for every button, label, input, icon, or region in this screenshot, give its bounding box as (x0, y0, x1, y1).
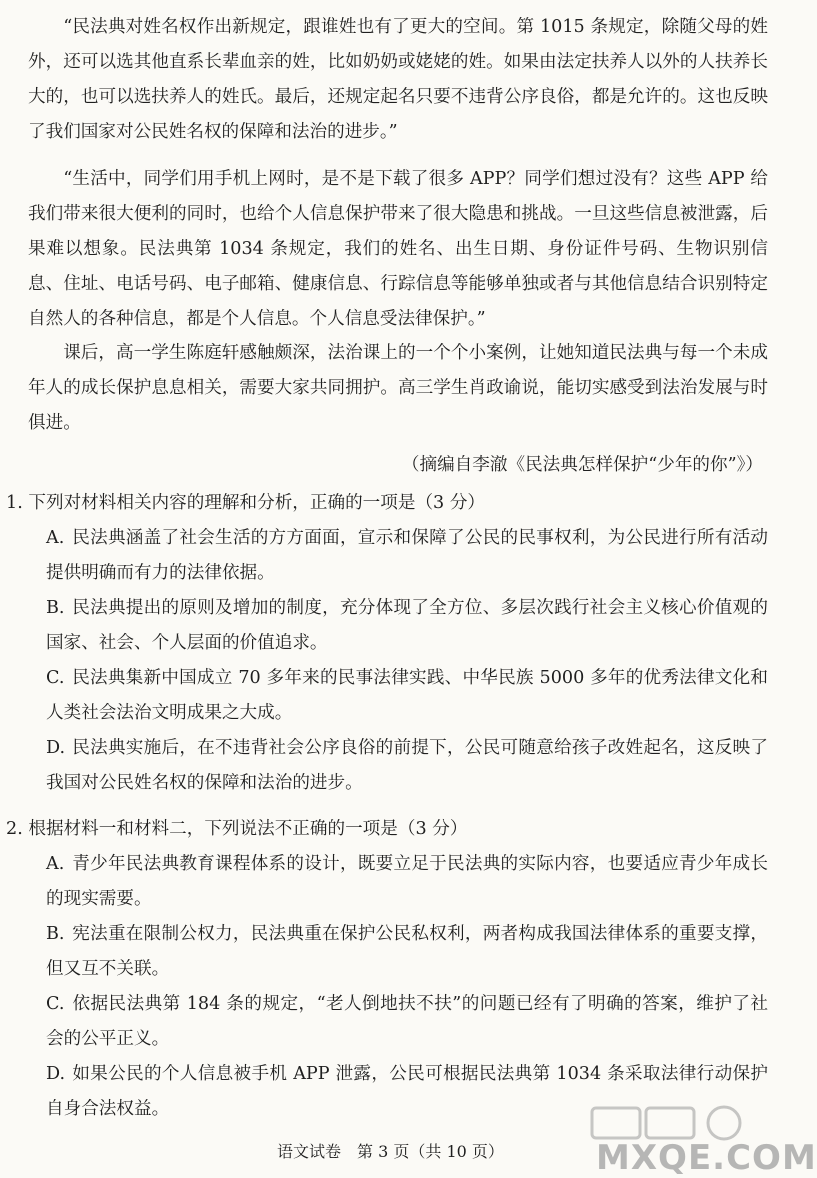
page-footer: 语文试卷 第 3 页（共 10 页） (277, 1142, 504, 1161)
option-letter: D. (46, 1064, 66, 1084)
option-text: 如果公民的个人信息被手机 APP 泄露，公民可根据民法典第 1034 条采取法律行动保护自身合法权益。 (46, 1064, 768, 1119)
option-text: 民法典实施后，在不违背社会公序良俗的前提下，公民可随意给孩子改姓起名，这反映了我国对公民姓名权的保障和法治的进步。 (46, 738, 768, 793)
question-1-stem: 1. 下列对材料相关内容的理解和分析，正确的一项是（3 分） (6, 493, 486, 513)
option-text: 青少年民法典教育课程体系的设计，既要立足于民法典的实际内容，也要适应青少年成长的现实需要。 (46, 854, 768, 909)
option-letter: D. (46, 738, 66, 758)
question-2-option-b (46, 917, 768, 987)
option-letter: C. (46, 994, 65, 1014)
question-1-option-d (46, 731, 768, 801)
option-letter: B. (46, 598, 65, 618)
passage-paragraph-2: “生活中，同学们用手机上网时，是不是下载了很多 APP？同学们想过没有？这些 APP 给我们带来很大便利的同时，也给个人信息保护带来了很大隐患和挑战。一旦这些信息被泄露，后果难以想象。民法典第 1034 条规定，我们的姓名、出生日期、身份证件号码、生物识别信息、住址、电话号码、电子邮箱、健康信息、行踪信息等能够单独或者与其他信息结合识别特定自然人的各种信息，都是个人信息。个人信息受法律保护。” (28, 169, 768, 329)
option-text: 依据民法典第 184 条的规定，“老人倒地扶不扶”的问题已经有了明确的答案，维护了社会的公平正义。 (46, 994, 768, 1049)
passage-source: （摘编自李澈《民法典怎样保护“少年的你”》） (401, 455, 763, 475)
question-2-option-c (46, 987, 768, 1057)
option-text: 民法典涵盖了社会生活的方方面面，宣示和保障了公民的民事权利，为公民进行所有活动提供明确而有力的法律依据。 (46, 528, 768, 583)
option-letter: A. (46, 854, 65, 874)
option-text: 民法典集新中国成立 70 多年来的民事法律实践、中华民族 5000 多年的优秀法律文化和人类社会法治文明成果之大成。 (46, 668, 768, 723)
question-1-option-b (46, 591, 768, 661)
passage-paragraph-3: 课后，高一学生陈庭轩感触颇深，法治课上的一个个小案例，让她知道民法典与每一个未成年人的成长保护息息相关，需要大家共同拥护。高三学生肖政谕说，能切实感受到法治发展与时俱进。 (28, 343, 768, 433)
question-2-stem: 2. 根据材料一和材料二，下列说法不正确的一项是（3 分） (6, 819, 468, 839)
question-1-option-c (46, 661, 768, 731)
question-2-option-a (46, 847, 768, 917)
option-letter: B. (46, 924, 65, 944)
option-letter: C. (46, 668, 65, 688)
watermark-text: MXQE.COM (596, 1138, 817, 1178)
passage-paragraph-1: “民法典对姓名权作出新规定，跟谁姓也有了更大的空间。第 1015 条规定，除随父母的姓外，还可以选其他直系长辈血亲的姓，比如奶奶或姥姥的姓。如果由法定扶养人以外的人扶养长大的，也可以选扶养人的姓氏。最后，还规定起名只要不违背公序良俗，都是允许的。这也反映了我们国家对公民姓名权的保障和法治的进步。” (28, 17, 768, 142)
option-letter: A. (46, 528, 65, 548)
question-1-option-a (46, 521, 768, 591)
option-text: 民法典提出的原则及增加的制度，充分体现了全方位、多层次践行社会主义核心价值观的国家、社会、个人层面的价值追求。 (46, 598, 768, 653)
option-text: 宪法重在限制公权力，民法典重在保护公民私权利，两者构成我国法律体系的重要支撑，但又互不关联。 (46, 924, 768, 979)
